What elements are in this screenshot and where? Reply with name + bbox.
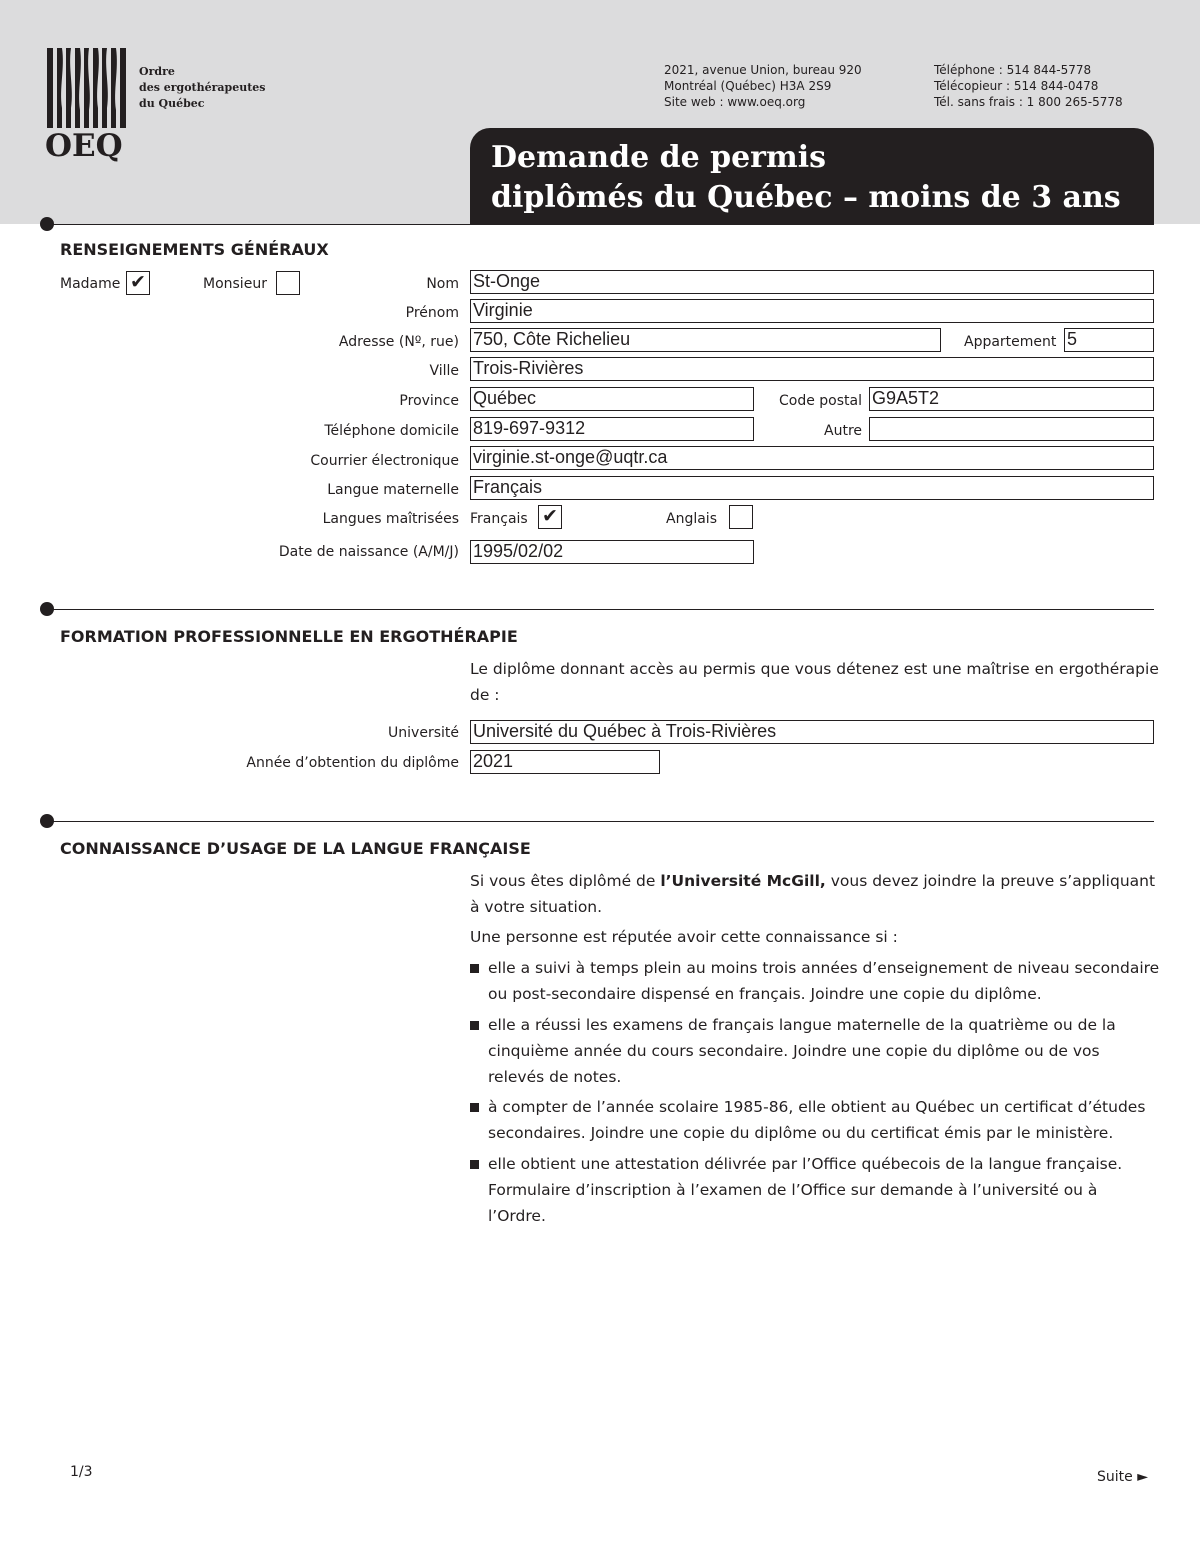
langue-intro-bold: l’Université McGill, [660, 872, 826, 890]
form-title-line1: Demande de permis [491, 140, 827, 175]
org-acronym: OEQ [45, 128, 123, 164]
madame-label: Madame [60, 276, 121, 292]
org-name-line2: des ergothérapeutes [139, 81, 266, 94]
section-divider [46, 821, 1154, 822]
universite-field[interactable]: Université du Québec à Trois-Rivières [470, 720, 1154, 744]
org-name-line3: du Québec [139, 97, 205, 110]
form-title-line2: diplômés du Québec – moins de 3 ans [491, 180, 1121, 215]
monsieur-label: Monsieur [203, 276, 267, 292]
naissance-label: Date de naissance (A/M/J) [278, 544, 459, 560]
section-bullet [40, 602, 54, 616]
nom-label: Nom [426, 276, 459, 292]
list-item: elle a réussi les examens de français langue maternelle de la quatrième ou de la cinquième année du cours secondaire. Joindre une copie du diplôme ou de vos relevés de notes. [488, 1016, 1116, 1086]
page-number: 1/3 [70, 1464, 93, 1480]
telephone-field[interactable]: 819-697-9312 [470, 417, 754, 441]
website-link[interactable]: Site web : www.oeq.org [664, 95, 806, 109]
courriel-label: Courrier électronique [310, 453, 459, 469]
langue-intro [470, 868, 1160, 920]
reputee-text: Une personne est réputée avoir cette connaissance si : [470, 928, 898, 946]
bullet-square-icon [470, 964, 479, 973]
ville-field[interactable]: Trois-Rivières [470, 357, 1154, 381]
list-item: elle obtient une attestation délivrée par l’Office québecois de la langue française. Formulaire d’inscription à l’examen de l’Office sur demande à l’université ou à l’Ordre. [488, 1155, 1123, 1225]
langue-maternelle-field[interactable]: Français [470, 476, 1154, 500]
langues-maitrisees-label: Langues maîtrisées [322, 511, 459, 527]
telephone-label: Téléphone domicile [324, 423, 459, 439]
appartement-field[interactable]: 5 [1064, 328, 1154, 352]
langue-intro-after: vous devez joindre la preuve s’appliquant à votre situation. [470, 872, 1156, 916]
section-bullet [40, 217, 54, 231]
code-postal-field[interactable]: G9A5T2 [869, 387, 1154, 411]
bullet-square-icon [470, 1160, 479, 1169]
section-divider [46, 609, 1154, 610]
address-line1: 2021, avenue Union, bureau 920 [664, 63, 862, 77]
list-item: à compter de l’année scolaire 1985-86, elle obtient au Québec un certificat d’études secondaires. Joindre une copie du diplôme ou du certificat émis par le ministère. [488, 1098, 1146, 1142]
appartement-label: Appartement [964, 334, 1057, 350]
universite-label: Université [388, 725, 459, 741]
section-title-general: RENSEIGNEMENTS GÉNÉRAUX [60, 240, 329, 259]
address-line2: Montréal (Québec) H3A 2S9 [664, 79, 832, 93]
section-title-langue-francaise: CONNAISSANCE D’USAGE DE LA LANGUE FRANÇAISE [60, 839, 531, 858]
province-field[interactable]: Québec [470, 387, 754, 411]
section-divider [46, 224, 1154, 225]
phone-text: Téléphone : 514 844-5778 [934, 63, 1092, 77]
org-name-line1: Ordre [139, 65, 175, 78]
annee-label: Année d’obtention du diplôme [246, 755, 459, 771]
adresse-label: Adresse (Nº, rue) [338, 334, 459, 350]
code-postal-label: Code postal [779, 393, 862, 409]
langue-maternelle-label: Langue maternelle [327, 482, 459, 498]
francais-label: Français [470, 511, 528, 527]
autre-field[interactable] [869, 417, 1154, 441]
tollfree-text: Tél. sans frais : 1 800 265-5778 [934, 95, 1123, 109]
province-label: Province [399, 393, 459, 409]
prenom-field[interactable]: Virginie [470, 299, 1154, 323]
autre-label: Autre [824, 423, 863, 439]
form-title-box [470, 128, 1154, 224]
adresse-field[interactable]: 750, Côte Richelieu [470, 328, 941, 352]
courriel-field[interactable]: virginie.st-onge@uqtr.ca [470, 446, 1154, 470]
fax-text: Télécopieur : 514 844-0478 [934, 79, 1099, 93]
oeq-logo-icon [47, 48, 129, 128]
prenom-label: Prénom [405, 305, 459, 321]
annee-field[interactable]: 2021 [470, 750, 660, 774]
org-name [139, 64, 266, 112]
naissance-field[interactable]: 1995/02/02 [470, 540, 754, 564]
anglais-checkbox[interactable] [729, 505, 753, 529]
section-title-formation: FORMATION PROFESSIONNELLE EN ERGOTHÉRAPIE [60, 627, 518, 646]
bullet-square-icon [470, 1103, 479, 1112]
bullet-square-icon [470, 1021, 479, 1030]
suite-link[interactable]: Suite ► [1097, 1469, 1148, 1485]
section-bullet [40, 814, 54, 828]
nom-field[interactable]: St-Onge [470, 270, 1154, 294]
langue-intro-before: Si vous êtes diplômé de [470, 872, 661, 890]
francais-checkbox[interactable]: ✔ [538, 505, 562, 529]
contact-phones [934, 62, 1123, 110]
anglais-label: Anglais [666, 511, 717, 527]
ville-label: Ville [429, 363, 459, 379]
madame-checkbox[interactable]: ✔ [126, 271, 150, 295]
list-item: elle a suivi à temps plein au moins trois années d’enseignement de niveau secondaire ou post-secondaire dispensé en français. Joindre une copie du diplôme. [488, 959, 1160, 1003]
contact-address [664, 62, 862, 110]
formation-intro: Le diplôme donnant accès au permis que vous détenez est une maîtrise en ergothérapie de : [470, 660, 1159, 704]
